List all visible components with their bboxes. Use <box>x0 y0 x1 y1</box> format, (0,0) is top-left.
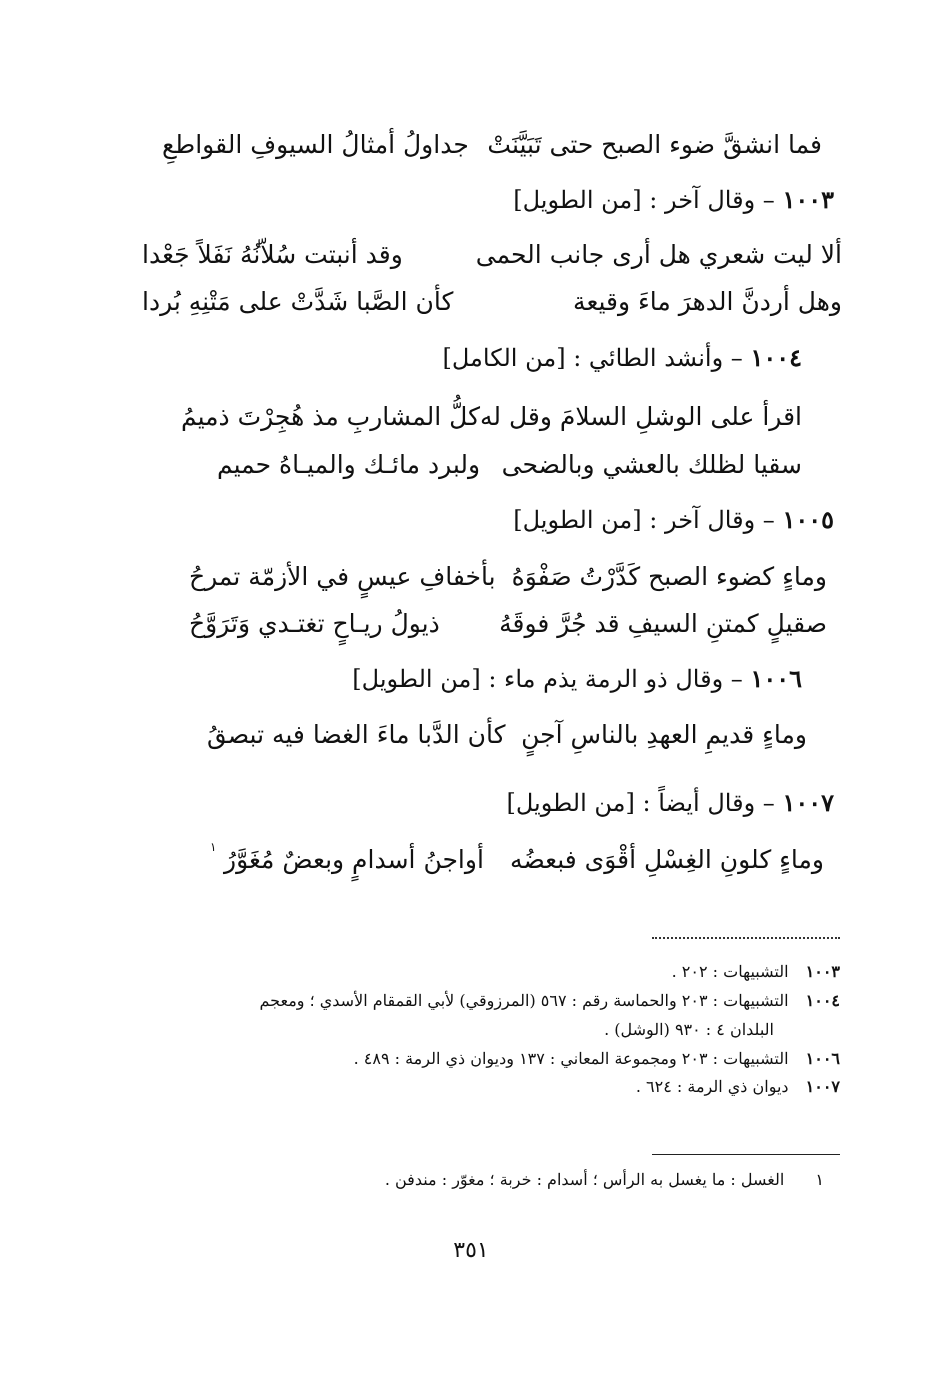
verse-second-hemistich: وقد أنبتت سُلاّنُهُ نَفَلاً جَعْدا <box>142 240 403 269</box>
verse-line <box>224 845 824 874</box>
source-number: ١٠٠٦ <box>805 1049 840 1068</box>
source-number: ١٠٠٣ <box>805 962 840 981</box>
verse-second-hemistich: بأخفافِ عيسٍ في الأزمّة تمرحُ <box>189 562 496 591</box>
verse-first-hemistich: فما انشقَّ ضوء الصبح حتى تَبَيَّنَتْ <box>487 130 822 159</box>
source-entry <box>636 1077 840 1096</box>
footnote-text: الغسل : ما يغسل به الرأس ؛ أسدام : خربة ؛ مغوّر : مندفن . <box>384 1170 785 1189</box>
poem-intro: – وقال أيضاً : [من الطويل] <box>506 789 775 817</box>
verse-line <box>162 130 822 159</box>
footnote-reference: ١ <box>210 840 217 854</box>
verse-first-hemistich: وماءٍ قديمِ العهدِ بالناسِ آجنٍ <box>521 720 807 749</box>
footnote <box>385 1170 824 1189</box>
verse-second-hemistich: ولبرد مائـك والميـاهُ حميم <box>217 450 481 479</box>
verse-first-hemistich: صقيلٍ كمتنِ السيفِ قد جُرَّ فوقَهُ <box>499 609 827 638</box>
source-text: التشبيهات : ٢٠٢ . <box>671 962 789 981</box>
poem-heading <box>352 664 802 693</box>
source-number: ١٠٠٧ <box>805 1077 840 1096</box>
page-number: ٣٥١ <box>453 1238 489 1263</box>
verse-second-hemistich: كأن الصَّبا شَدَّتْ على مَتْنِهِ بُردا <box>142 287 454 316</box>
verse-first-hemistich: ألا ليت شعري هل أرى جانب الحمى <box>475 240 842 269</box>
verse-first-hemistich: وهل أردنَّ الدهرَ ماءَ وقيعة <box>573 287 842 316</box>
verse-line <box>180 402 802 431</box>
poem-number: ١٠٠٥ <box>782 505 834 534</box>
poem-number: ١٠٠٧ <box>782 788 834 817</box>
poem-intro: – وقال آخر : [من الطويل] <box>513 506 775 534</box>
verse-first-hemistich: اقرأ على الوشلِ السلامَ وقل له <box>480 402 802 431</box>
source-text: التشبيهات : ٢٠٣ ومجموعة المعاني : ١٣٧ وديوان ذي الرمة : ٤٨٩ . <box>353 1049 789 1068</box>
poem-number: ١٠٠٤ <box>750 343 802 372</box>
poem-heading <box>507 788 835 817</box>
verse-line <box>189 609 827 638</box>
verse-line <box>142 287 842 316</box>
poem-heading <box>513 185 834 214</box>
verse-second-hemistich <box>224 845 484 874</box>
sources-divider <box>652 937 840 939</box>
verse-line <box>207 720 807 749</box>
verse-second-hemistich: جداولُ أمثالُ السيوفِ القواطعِ <box>162 130 469 159</box>
source-continuation: البلدان ٤ : ٩٣٠ (الوشل) . <box>604 1020 774 1039</box>
verse-second-hemistich: ذيولُ ريـاحٍ تغتـدي وَتَرَوَّحُ <box>189 609 440 638</box>
poem-number: ١٠٠٦ <box>750 664 802 693</box>
verse-line <box>217 450 802 479</box>
verse-second-hemistich: كلُّ المشاربِ مذ هُجِرْتَ ذميمُ <box>180 402 480 431</box>
verse-line <box>142 240 842 269</box>
verse-first-hemistich: وماءٍ كضوء الصبح كَدَّرْتُ صَفْوَهُ <box>511 562 827 591</box>
verse-second-hemistich: كأن الدَّبا ماءَ الغضا فيه تبصقُ <box>207 720 506 749</box>
verse-second-text: أواجنُ أسدامٍ وبعضٌ مُغَوَّرُ <box>224 845 484 874</box>
poem-intro: – وأنشد الطائي : [من الكامل] <box>442 344 743 372</box>
poem-intro: – وقال ذو الرمة يذم ماء : [من الطويل] <box>352 665 743 693</box>
source-entry <box>260 991 841 1010</box>
source-text: التشبيهات : ٢٠٣ والحماسة رقم : ٥٦٧ (المرزوقي) لأبي القمقام الأسدي ؛ ومعجم <box>259 991 789 1010</box>
source-text: ديوان ذي الرمة : ٦٢٤ . <box>635 1077 789 1096</box>
footnote-marker: ١ <box>815 1170 824 1189</box>
source-number: ١٠٠٤ <box>805 991 840 1010</box>
poem-heading <box>513 505 834 534</box>
verse-first-hemistich: سقيا لظلك بالعشي وبالضحى <box>501 450 802 479</box>
source-entry <box>354 1049 840 1068</box>
poem-intro: – وقال آخر : [من الطويل] <box>513 186 775 214</box>
poem-heading <box>443 343 802 372</box>
poem-number: ١٠٠٣ <box>782 185 834 214</box>
verse-line <box>189 562 827 591</box>
footnote-divider <box>652 1154 840 1155</box>
verse-first-hemistich: وماءٍ كلونِ الغِسْلِ أقْوَى فبعضُه <box>510 845 824 874</box>
source-entry <box>672 962 840 981</box>
